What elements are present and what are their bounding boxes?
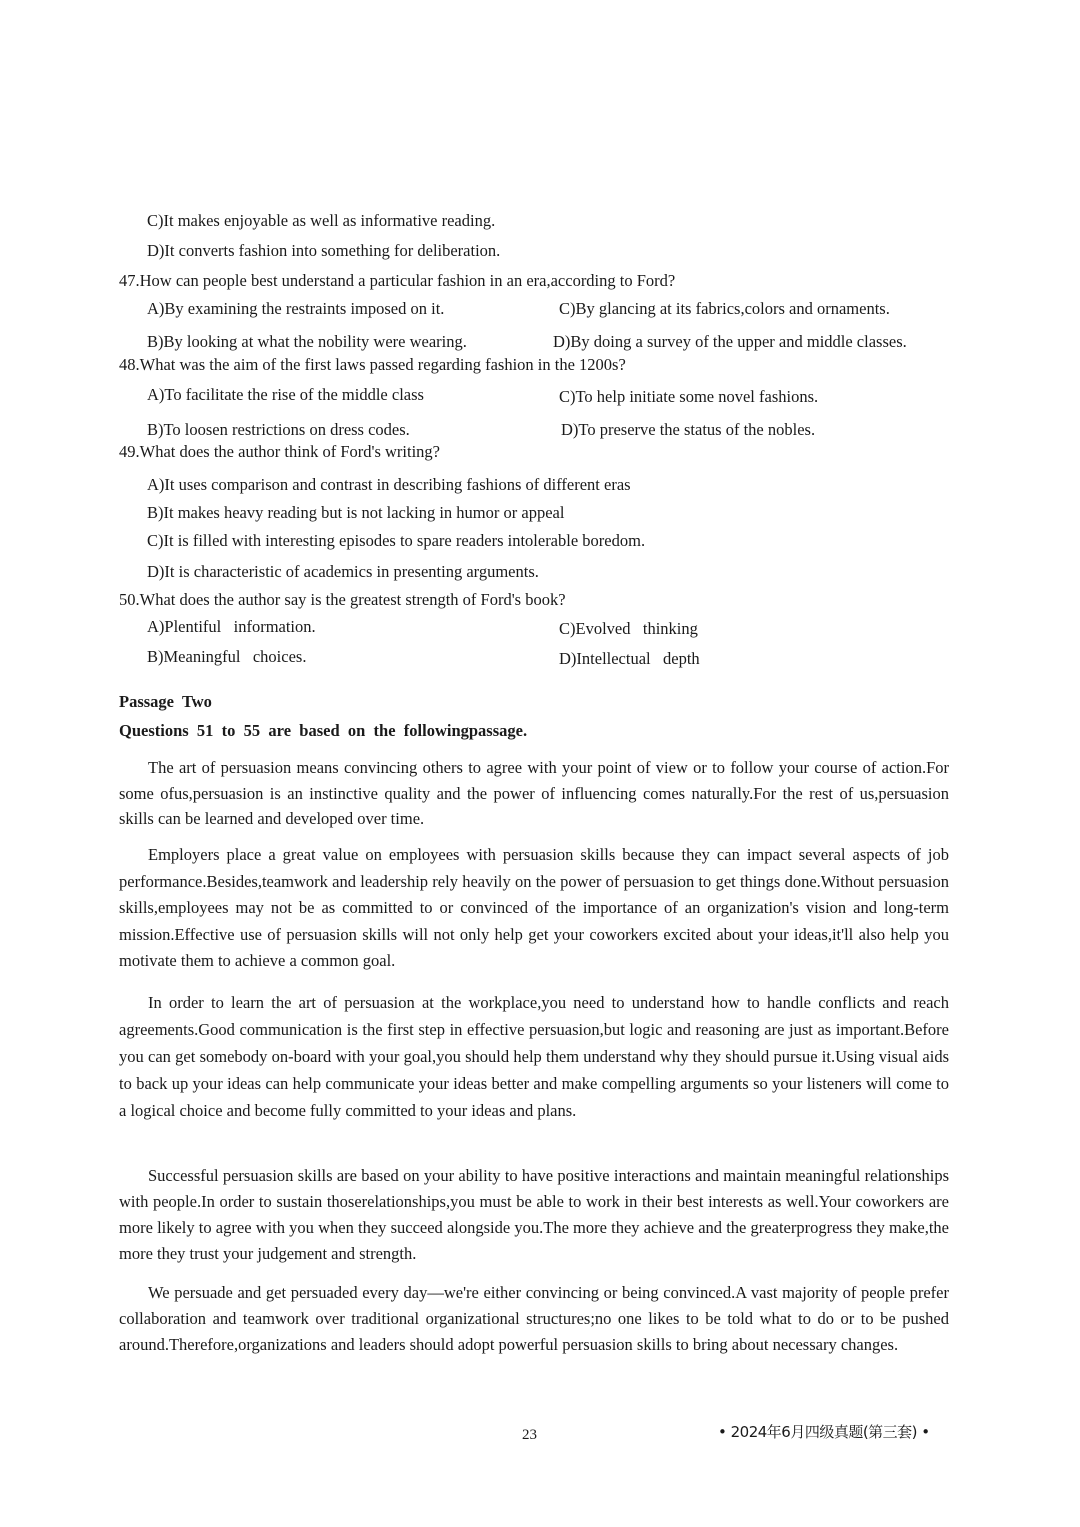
- option-46-c: C)It makes enjoyable as well as informative reading.: [147, 211, 496, 230]
- exam-tag: • 2024年6月四级真题(第三套) •: [718, 1423, 930, 1441]
- option-49-b: B)It makes heavy reading but is not lacking in humor or appeal: [147, 503, 565, 522]
- option-50-d: D)Intellectual depth: [559, 649, 700, 668]
- question-49-stem: 49.What does the author think of Ford's writing?: [119, 442, 441, 461]
- passage-title: Passage Two: [119, 692, 212, 711]
- option-48-b: B)To loosen restrictions on dress codes.: [147, 420, 410, 439]
- option-48-c: C)To help initiate some novel fashions.: [559, 387, 819, 406]
- option-47-d: D)By doing a survey of the upper and middle classes.: [553, 332, 907, 351]
- question-48-stem: 48.What was the aim of the first laws passed regarding fashion in the 1200s?: [119, 355, 626, 374]
- passage-paragraph-5: We persuade and get persuaded every day—we're either convincing or being convinced.A vast majority of people prefer collaboration and teamwork over traditional organizational structures;no one likes to be told what to do or to be pushed around.Therefore,organizations and leaders should adopt powerful persuasion skills to bring about necessary changes.: [119, 1283, 949, 1354]
- option-49-c: C)It is filled with interesting episodes to spare readers intolerable boredom.: [147, 531, 646, 550]
- option-49-d: D)It is characteristic of academics in presenting arguments.: [147, 562, 539, 581]
- passage-paragraph-4: Successful persuasion skills are based on your ability to have positive interactions and maintain meaningful relationships with people.In order to sustain thoserelationships,you must be able to work in their best interests as well.Your coworkers are more likely to agree with you when they succeed alongside you.The more they achieve and the greaterprogress they make,the more they trust your judgement and strength.: [119, 1166, 949, 1263]
- option-47-b: B)By looking at what the nobility were wearing.: [147, 332, 467, 351]
- option-48-d: D)To preserve the status of the nobles.: [561, 420, 816, 439]
- option-50-b: B)Meaningful choices.: [147, 647, 307, 666]
- option-48-a: A)To facilitate the rise of the middle class: [147, 385, 424, 404]
- option-46-d: D)It converts fashion into something for deliberation.: [147, 241, 501, 260]
- page-number: 23: [522, 1427, 537, 1443]
- passage-paragraph-1: The art of persuasion means convincing others to agree with your point of view or to follow your course of action.For some ofus,persuasion is an instinctive quality and the power of influencing comes naturally.For the rest of us,persuasion skills can be learned and developed over time.: [119, 758, 949, 828]
- option-50-c: C)Evolved thinking: [559, 619, 698, 638]
- question-47-stem: 47.How can people best understand a particular fashion in an era,according to Ford?: [119, 271, 676, 290]
- passage-instruction: Questions 51 to 55 are based on the followingpassage.: [119, 721, 528, 740]
- option-47-c: C)By glancing at its fabrics,colors and ornaments.: [559, 299, 890, 318]
- passage-paragraph-2: Employers place a great value on employees with persuasion skills because they can impact several aspects of job performance.Besides,teamwork and leadership rely heavily on the power of persuasion to get things done.Without persuasion skills,employees may not be as committed to or convinced of the importance of an organization's vision and long-term mission.Effective use of persuasion skills will not only help get your coworkers excited about your ideas,it'll also help you motivate them to achieve a common goal.: [119, 845, 949, 970]
- option-50-a: A)Plentiful information.: [147, 617, 316, 636]
- passage-paragraph-3: In order to learn the art of persuasion at the workplace,you need to understand how to handle conflicts and reach agreements.Good communication is the first step in effective persuasion,but logic and reasoning are just as important.Before you can get somebody on-board with your goal,you should help them understand why they should pursue it.Using visual aids to back up your ideas can help communicate your ideas better and make compelling arguments so your listeners will come to a logical choice and become fully committed to your ideas and plans.: [119, 993, 949, 1120]
- question-50-stem: 50.What does the author say is the greatest strength of Ford's book?: [119, 590, 566, 609]
- option-47-a: A)By examining the restraints imposed on it.: [147, 299, 445, 318]
- option-49-a: A)It uses comparison and contrast in describing fashions of different eras: [147, 475, 631, 494]
